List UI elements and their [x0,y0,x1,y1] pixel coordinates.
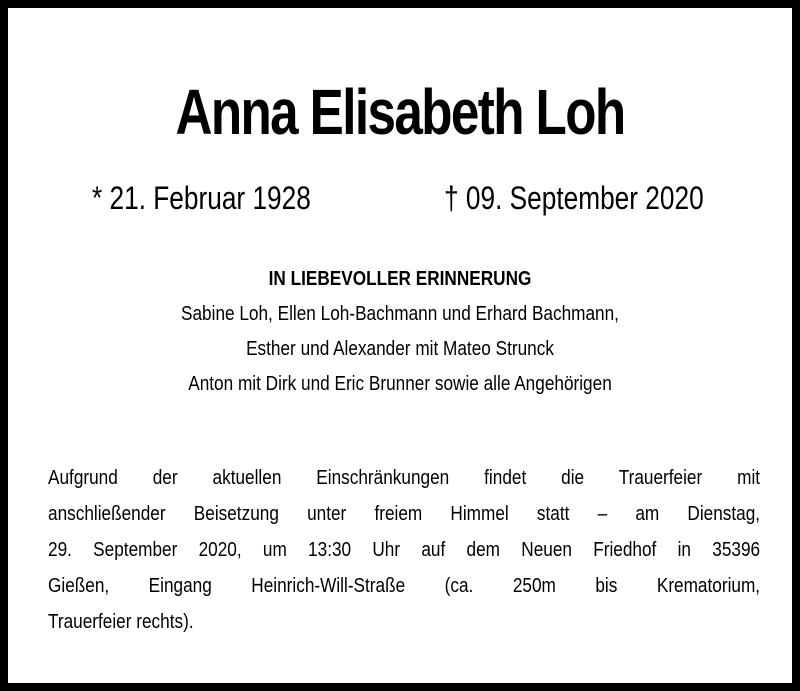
info-line: Gießen, Eingang Heinrich-Will-Straße (ca. 250m bis Krematorium, [48,575,761,597]
family-line: Esther und Alexander mit Mateo Strunck [246,338,554,360]
family-line: Anton mit Dirk und Eric Brunner sowie alle Angehörigen [188,373,612,395]
family-line: Sabine Loh, Ellen Loh-Bachmann und Erhard Bachmann, [181,303,619,325]
birth-date: * 21. Februar 1928 [92,180,311,216]
deceased-name: Anna Elisabeth Loh [175,76,625,148]
remembrance-heading: IN LIEBEVOLLER ERINNERUNG [268,268,532,290]
family-section [63,262,737,402]
info-line: Aufgrund der aktuellen Einschränkungen findet die Trauerfeier mit [48,467,761,489]
funeral-info [48,460,760,640]
death-date: † 09. September 2020 [444,180,704,216]
info-line: 29. September 2020, um 13:30 Uhr auf dem Neuen Friedhof in 35396 [48,539,761,561]
info-line: anschließender Beisetzung unter freiem Himmel statt – am Dienstag, [48,503,761,525]
info-line: Trauerfeier rechts). [48,611,194,633]
